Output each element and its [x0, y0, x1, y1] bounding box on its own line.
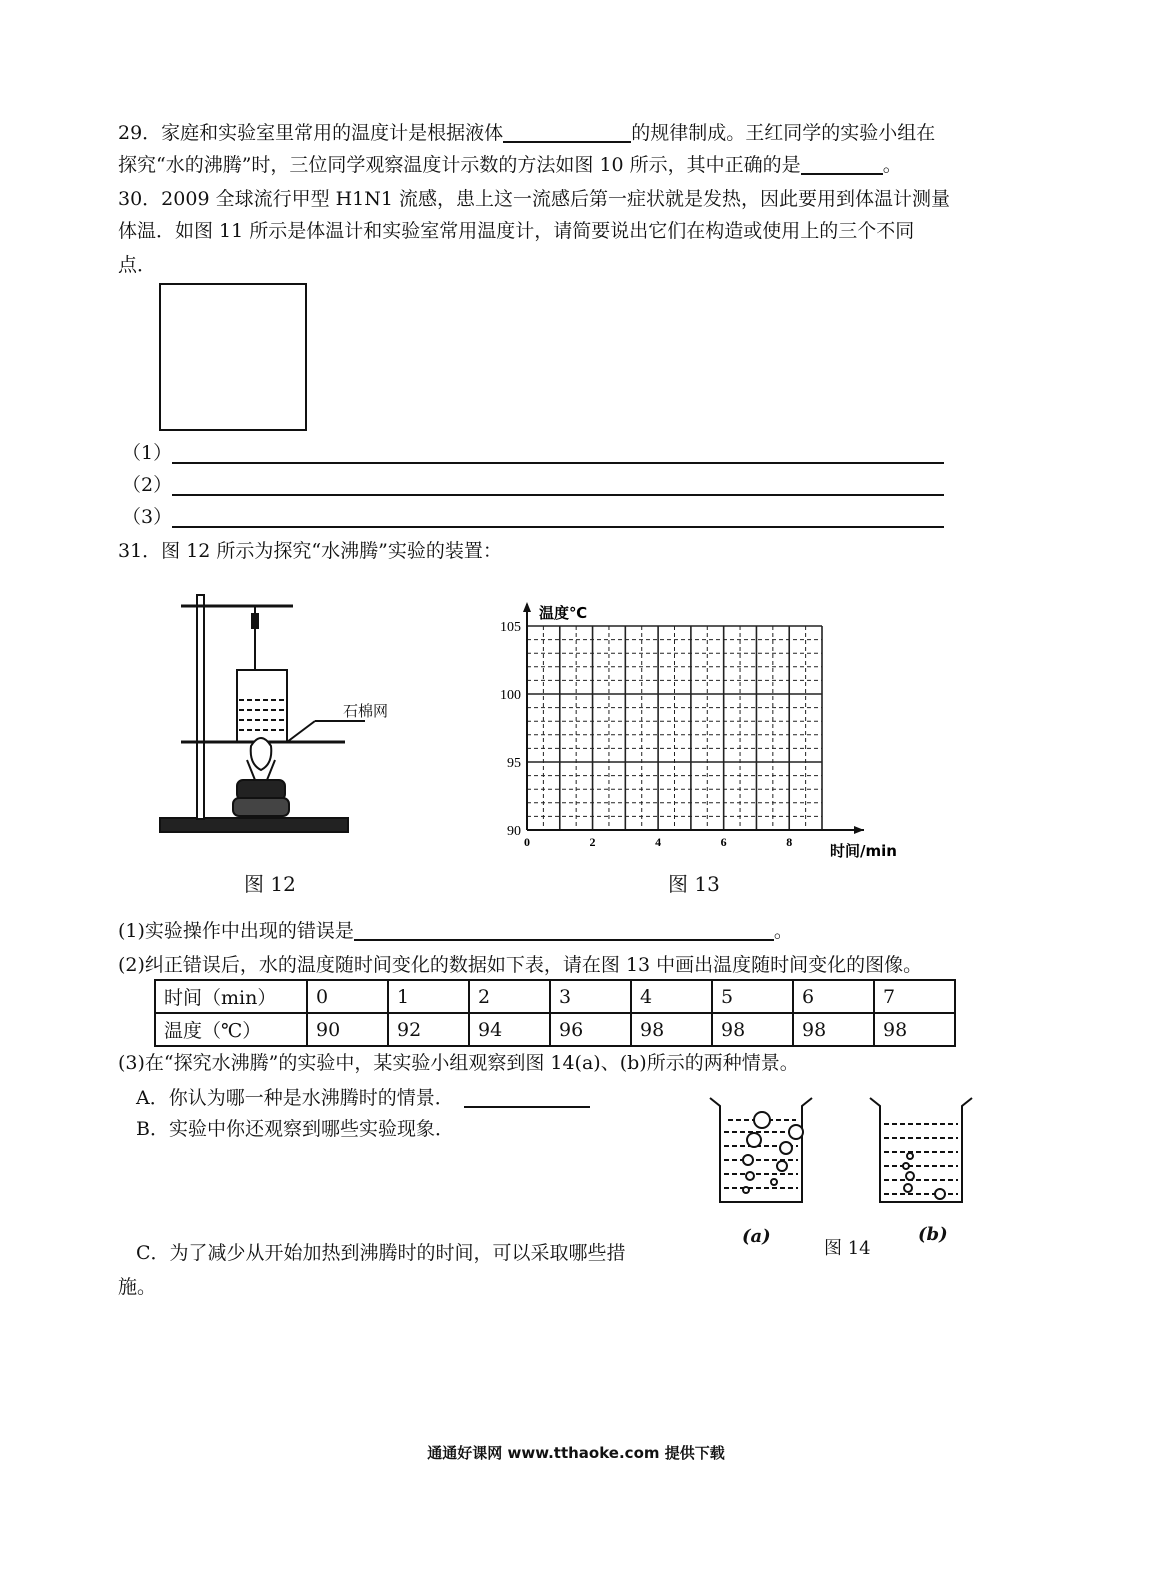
table-cell: 3	[550, 980, 631, 1013]
stand-rod	[197, 595, 204, 819]
q31-sub1	[118, 918, 793, 944]
table-cell: 92	[388, 1013, 469, 1046]
table-cell: 96	[550, 1013, 631, 1046]
q29-text-d: 。	[882, 154, 902, 176]
table-row-time	[155, 980, 955, 1013]
q29-line2	[118, 152, 902, 178]
q30-answer-line-2[interactable]	[172, 494, 944, 496]
page-footer: 通通好课网 www.tthaoke.com 提供下载	[427, 1444, 725, 1462]
q31-A-text: A．你认为哪一种是水沸腾时的情景．	[136, 1087, 454, 1109]
y-tick-label: 100	[500, 688, 521, 703]
q29-line1	[118, 120, 935, 146]
gauze-pointer	[287, 721, 315, 742]
stand-base	[160, 818, 348, 832]
fig14-b-label: (b)	[918, 1224, 948, 1245]
y-axis-arrow	[523, 602, 531, 612]
q29-blank-2[interactable]	[801, 153, 883, 175]
table-cell: 0	[307, 980, 388, 1013]
x-tick-label: 2	[589, 835, 596, 849]
q31-sub2: (2)纠正错误后，水的温度随时间变化的数据如下表，请在图 13 中画出温度随时间变化的图像。	[118, 954, 923, 976]
figure-12-apparatus	[155, 590, 365, 840]
q31-C-line2: 施。	[118, 1276, 157, 1298]
data-table	[154, 979, 956, 1047]
table-header-temp: 温度（℃）	[155, 1013, 307, 1046]
q30-answer-line-3[interactable]	[172, 526, 944, 528]
fig12-caption: 图 12	[244, 872, 296, 896]
x-tick-label: 6	[720, 835, 727, 849]
q30-line2: 体温．如图 11 所示是体温计和实验室常用温度计，请简要说出它们在构造或使用上的三个不同	[118, 220, 915, 242]
table-cell: 4	[631, 980, 712, 1013]
q31-B: B．实验中你还观察到哪些实验现象．	[136, 1118, 454, 1140]
q31-sub3: (3)在“探究水沸腾”的实验中，某实验小组观察到图 14(a)、(b)所示的两种情景。	[118, 1052, 799, 1074]
beaker	[237, 670, 287, 742]
table-cell: 2	[469, 980, 550, 1013]
q31-sub1-end: 。	[773, 920, 793, 942]
q29-text-c: 探究“水的沸腾”时，三位同学观察温度计示数的方法如图 10 所示，其中正确的是	[118, 154, 801, 176]
table-cell: 7	[874, 980, 955, 1013]
table-cell: 98	[793, 1013, 874, 1046]
figure-14a-beaker	[706, 1090, 816, 1210]
q31-intro: 31．图 12 所示为探究“水沸腾”实验的装置：	[118, 540, 502, 562]
fig13-caption: 图 13	[668, 872, 720, 896]
fig14-a-label: (a)	[742, 1226, 771, 1247]
fig12-gauze-label: 石棉网	[343, 702, 389, 720]
y-tick-label: 105	[500, 620, 521, 635]
q29-blank-1[interactable]	[503, 121, 631, 143]
q31-sub1-text: (1)实验操作中出现的错误是	[118, 920, 354, 942]
table-cell: 98	[712, 1013, 793, 1046]
q31-A	[136, 1085, 590, 1111]
q30-answer-label-1: （1）	[122, 442, 173, 464]
figure-14b-beaker	[866, 1090, 976, 1210]
q31-A-blank[interactable]	[464, 1086, 590, 1108]
y-axis-label: 温度℃	[539, 604, 588, 622]
flame	[251, 738, 272, 770]
x-axis-label: 时间/min	[830, 842, 897, 860]
table-cell: 98	[631, 1013, 712, 1046]
x-tick-label: 0	[524, 835, 530, 849]
q30-answer-line-1[interactable]	[172, 462, 944, 464]
q31-sub1-blank[interactable]	[354, 919, 774, 941]
fig14-caption: 图 14	[824, 1238, 871, 1259]
q29-text-a: 29．家庭和实验室里常用的温度计是根据液体	[118, 122, 504, 144]
y-tick-label: 90	[507, 824, 521, 839]
table-header-time: 时间（min）	[155, 980, 307, 1013]
figure-11-placeholder	[159, 283, 307, 431]
beaker-b-outline	[870, 1098, 972, 1202]
table-row-temp	[155, 1013, 955, 1046]
table-cell: 90	[307, 1013, 388, 1046]
q30-line1: 30．2009 全球流行甲型 H1N1 流感，患上这一流感后第一症状就是发热，因此要用到体温计测量	[118, 188, 951, 210]
table-cell: 5	[712, 980, 793, 1013]
figure-13-chart[interactable]	[470, 590, 920, 870]
table-cell: 1	[388, 980, 469, 1013]
x-tick-label: 8	[786, 835, 793, 849]
y-tick-label: 95	[507, 756, 521, 771]
thermometer-bulb-top	[252, 614, 258, 628]
q31-C-line1: C．为了减少从开始加热到沸腾时的时间，可以采取哪些措	[136, 1242, 626, 1264]
table-cell: 6	[793, 980, 874, 1013]
q30-answer-label-2: （2）	[122, 474, 173, 496]
x-tick-label: 4	[655, 835, 662, 849]
x-axis-arrow	[854, 826, 864, 834]
q30-answer-label-3: （3）	[122, 506, 173, 528]
table-cell: 94	[469, 1013, 550, 1046]
q29-text-b: 的规律制成。王红同学的实验小组在	[631, 122, 936, 144]
table-cell: 98	[874, 1013, 955, 1046]
q30-line3: 点．	[118, 254, 157, 276]
